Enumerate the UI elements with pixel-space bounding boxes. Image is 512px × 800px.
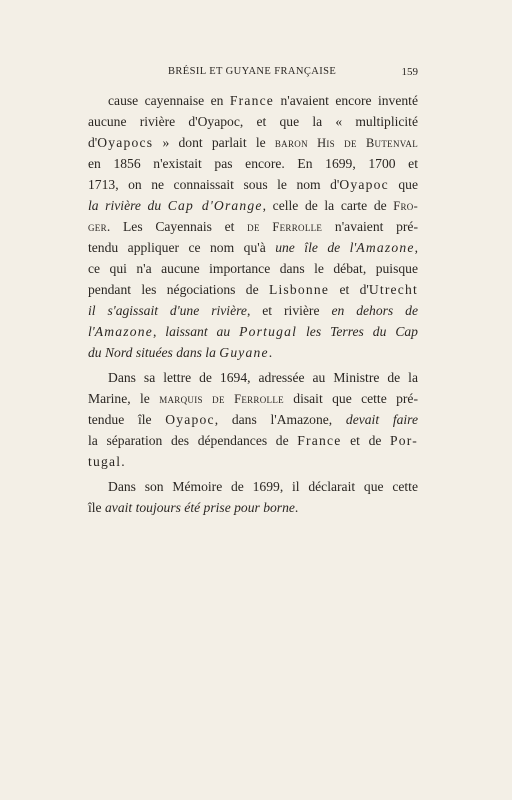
text-run: avait toujours été prise pour borne bbox=[105, 500, 295, 515]
page-number: 159 bbox=[401, 66, 418, 78]
text-line bbox=[88, 258, 418, 279]
text-run: les Terres du Cap bbox=[297, 324, 418, 339]
text-line bbox=[88, 132, 418, 153]
text-run: . bbox=[268, 345, 273, 360]
text-line bbox=[88, 216, 418, 237]
text-run: France bbox=[229, 93, 275, 108]
text-line bbox=[88, 300, 418, 321]
text-run: , bbox=[152, 324, 166, 339]
text-run: Cap d'Orange bbox=[167, 198, 263, 213]
text-run: que bbox=[388, 177, 418, 192]
text-run: marquis de Ferrolle bbox=[159, 392, 284, 406]
text-line bbox=[88, 237, 418, 258]
text-run: , et rivière bbox=[246, 303, 332, 318]
text-run: France bbox=[297, 433, 342, 448]
text-run: la rivière du bbox=[88, 198, 168, 213]
text-run: . Les Cayennais et bbox=[106, 219, 248, 234]
body-text bbox=[88, 90, 418, 518]
text-run: . bbox=[294, 500, 299, 515]
text-run: île bbox=[88, 500, 105, 515]
text-run: Portugal bbox=[239, 324, 298, 339]
text-run: Utrecht bbox=[368, 282, 418, 297]
text-line bbox=[88, 342, 418, 363]
text-run: d' bbox=[88, 135, 98, 150]
text-line bbox=[88, 153, 418, 174]
running-title: BRÉSIL ET GUYANE FRANÇAISE bbox=[168, 66, 337, 77]
text-run: tugal bbox=[88, 454, 122, 469]
text-line bbox=[88, 111, 418, 132]
text-line bbox=[88, 497, 418, 518]
text-run: en 1856 n'existait pas encore. En 1699, 1700 et bbox=[88, 156, 418, 171]
text-run: Oyapoc bbox=[165, 412, 215, 427]
text-run: devait faire bbox=[345, 412, 418, 427]
text-line bbox=[88, 367, 418, 388]
text-run: Fro- bbox=[393, 199, 419, 213]
text-run: du Nord situées dans la bbox=[88, 345, 220, 360]
text-run: tendu appliquer ce nom qu'à bbox=[88, 240, 276, 255]
text-run: ger bbox=[88, 220, 107, 234]
text-run: ce qui n'a aucune importance dans le débat, puisque bbox=[88, 261, 418, 276]
text-run: , celle de la carte de bbox=[262, 198, 394, 213]
text-run: une île de l' bbox=[275, 240, 357, 255]
text-run: laissant au bbox=[165, 324, 240, 339]
text-line bbox=[88, 430, 418, 451]
text-line bbox=[88, 476, 418, 497]
text-run: Dans son Mémoire de 1699, il déclarait que cette bbox=[108, 479, 418, 494]
text-run: Oyapoc bbox=[339, 177, 389, 192]
text-line bbox=[88, 279, 418, 300]
text-line bbox=[88, 409, 418, 430]
text-run: et d' bbox=[329, 282, 369, 297]
text-run: » dont parlait le bbox=[153, 135, 275, 150]
text-run: Guyane bbox=[219, 345, 269, 360]
text-run: Amazone bbox=[94, 324, 153, 339]
text-run: baron His de Butenval bbox=[274, 136, 418, 150]
text-line bbox=[88, 90, 418, 111]
text-run: n'avaient encore inventé bbox=[274, 93, 418, 108]
text-run: aucune rivière d'Oyapoc, et que la « multiplicité bbox=[88, 114, 418, 129]
text-run: tendue île bbox=[88, 412, 166, 427]
text-run: il s'agissait d'une rivière bbox=[88, 303, 247, 318]
text-run: cause cayennaise en bbox=[108, 93, 230, 108]
text-run: , bbox=[414, 240, 418, 255]
text-line bbox=[88, 195, 418, 216]
text-run: la séparation des dépendances de bbox=[88, 433, 298, 448]
text-run: Lisbonne bbox=[268, 282, 330, 297]
text-line bbox=[88, 388, 418, 409]
text-line bbox=[88, 321, 418, 342]
text-run: . bbox=[121, 454, 125, 469]
running-head bbox=[88, 66, 418, 80]
text-run: Marine, le bbox=[88, 391, 160, 406]
text-line bbox=[88, 174, 418, 195]
text-line bbox=[88, 451, 418, 472]
text-run: Amazone bbox=[356, 240, 415, 255]
text-run: n'avaient pré- bbox=[322, 219, 418, 234]
text-run: disait que cette pré- bbox=[283, 391, 418, 406]
text-run: et de bbox=[341, 433, 391, 448]
text-run: Oyapocs bbox=[97, 135, 154, 150]
text-run: Dans sa lettre de 1694, adressée au Ministre de la bbox=[108, 370, 418, 385]
text-run: , dans l'Amazone, bbox=[214, 412, 346, 427]
text-run: en dehors de bbox=[331, 303, 418, 318]
text-run: 1713, on ne connaissait sous le nom d' bbox=[88, 177, 340, 192]
text-run: l' bbox=[88, 324, 95, 339]
text-run: de Ferrolle bbox=[247, 220, 323, 234]
text-run: Por- bbox=[390, 433, 418, 448]
text-run: pendant les négociations de bbox=[88, 282, 269, 297]
